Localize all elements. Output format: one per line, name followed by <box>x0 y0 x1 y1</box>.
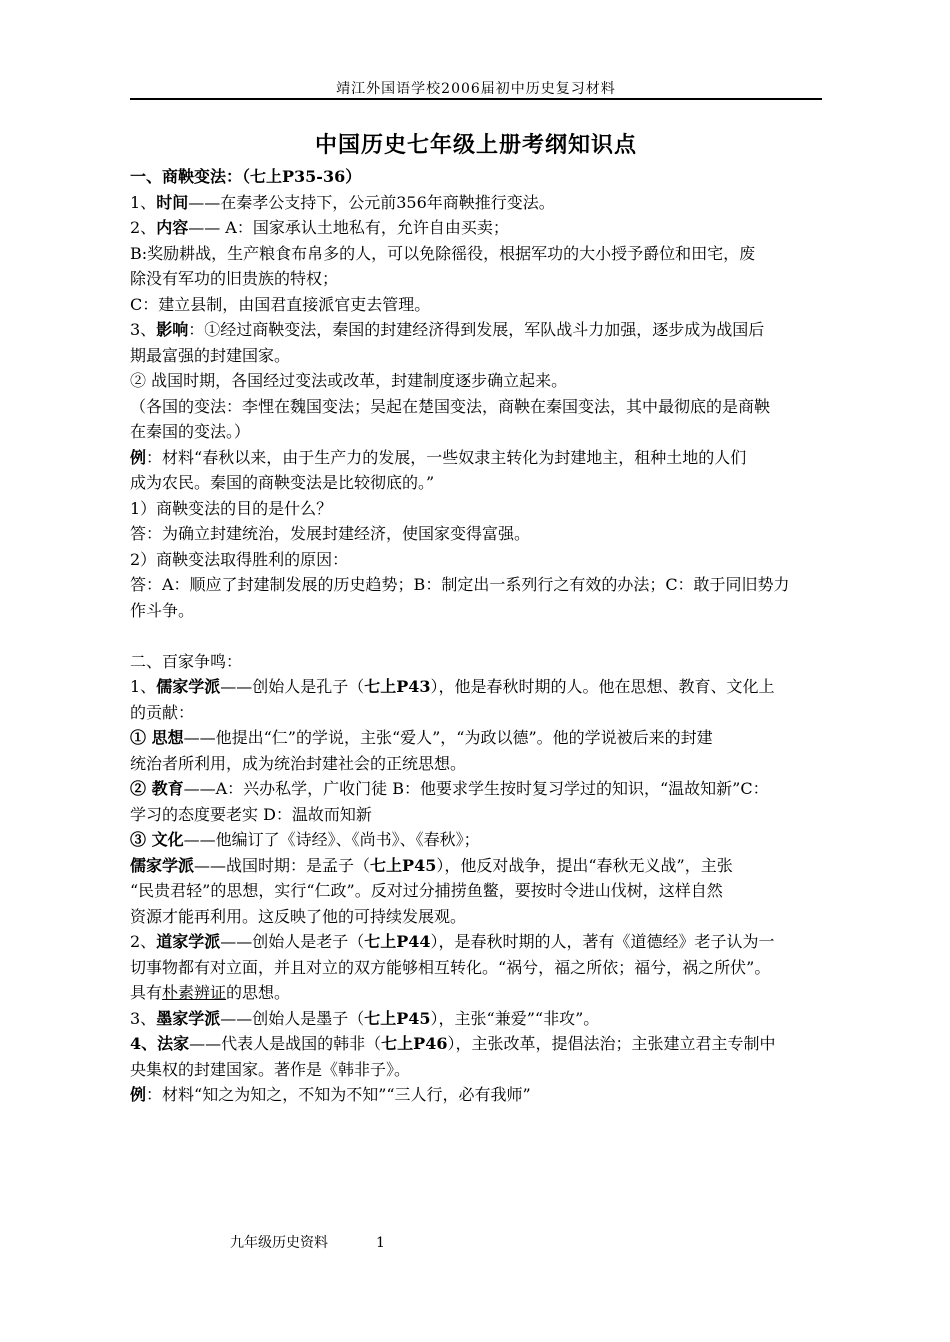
paragraph-line: 1）商鞅变法的目的是什么？ <box>130 498 333 518</box>
paragraph-line: 成为农民。秦国的商鞅变法是比较彻底的。” <box>130 473 435 492</box>
paragraph-line: 儒家学派——战国时期：是孟子（七上P45），他反对战争，提出“春秋无义战”，主张 <box>130 855 733 875</box>
paragraph-line: 统治者所利用，成为统治封建社会的正统思想。 <box>130 753 467 773</box>
paragraph-line: 具有朴素辨证的思想。 <box>130 983 291 1002</box>
page-footer <box>230 1232 433 1252</box>
paragraph-line: （各国的变法：李悝在魏国变法；吴起在楚国变法，商鞅在秦国变法，其中最彻底的是商鞅 <box>130 396 771 416</box>
paragraph-line: 2、道家学派——创始人是老子（七上P44），是春秋时期的人，著有《道德经》老子认为一 <box>130 932 775 951</box>
page-header: 靖江外国语学校2006届初中历史复习材料 <box>336 81 616 97</box>
paragraph-line: 例：材料“知之为知之，不知为不知”“三人行，必有我师” <box>130 1085 531 1104</box>
section-heading-shang-yang: 一、商鞅变法：（七上P35-36） <box>130 167 362 186</box>
paragraph-line: 答：A：顺应了封建制发展的历史趋势；B：制定出一系列行之有效的办法；C：敢于同旧势力 <box>130 575 790 594</box>
paragraph-line: 例：材料“春秋以来，由于生产力的发展，一些奴隶主转化为封建地主，租种土地的人们 <box>130 447 747 467</box>
document-body <box>130 164 822 1108</box>
paragraph-line: 切事物都有对立面，并且对立的双方能够相互转化。“祸兮，福之所依；福兮，祸之所伏”。 <box>130 957 771 977</box>
paragraph-line: 的贡献： <box>130 702 195 722</box>
paragraph-line: 除没有军功的旧贵族的特权； <box>130 269 339 288</box>
section-heading-hundred-schools: 二、百家争鸣： <box>130 651 243 671</box>
paragraph-line: 在秦国的变法。） <box>130 422 251 441</box>
paragraph-line: 2、内容—— A：国家承认土地私有，允许自由买卖； <box>130 218 509 237</box>
paragraph-line: 1、儒家学派——创始人是孔子（七上P43），他是春秋时期的人。他在思想、教育、文化上 <box>130 677 775 696</box>
paragraph-line: 1、时间——在秦孝公支持下，公元前356年商鞅推行变法。 <box>130 192 555 212</box>
paragraph-line: 2）商鞅变法取得胜利的原因： <box>130 549 349 569</box>
paragraph-line: 央集权的封建国家。著作是《韩非子》。 <box>130 1059 411 1079</box>
paragraph-line: 期最富强的封建国家。 <box>130 345 291 365</box>
document-title: 中国历史七年级上册考纲知识点 <box>314 132 637 158</box>
page-number: 1 <box>376 1235 385 1251</box>
footer-label: 九年级历史资料 <box>230 1235 328 1251</box>
header-rule <box>130 98 822 100</box>
paragraph-line: 学习的态度要老实 D：温故而知新 <box>130 804 372 824</box>
paragraph-line: 作斗争。 <box>130 600 195 620</box>
paragraph-line: 4、法家——代表人是战国的韩非（七上P46），主张改革，提倡法治；主张建立君主专制中 <box>130 1034 776 1053</box>
blank-line <box>130 623 822 649</box>
paragraph-line: B:奖励耕战，生产粮食布帛多的人，可以免除徭役，根据军功的大小授予爵位和田宅，废 <box>130 243 756 263</box>
paragraph-line: C：建立县制，由国君直接派官吏去管理。 <box>130 294 431 314</box>
paragraph-line: 答：为确立封建统治，发展封建经济，使国家变得富强。 <box>130 524 531 543</box>
paragraph-line: ② 教育——A：兴办私学，广收门徒 B：他要求学生按时复习学过的知识，“温故知新”C： <box>130 779 769 798</box>
paragraph-line: “民贵君轻”的思想，实行“仁政”。反对过分捕捞鱼鳖，要按时令进山伐树，这样自然 <box>130 881 723 900</box>
paragraph-line: ① 思想——他提出“仁”的学说，主张“爱人”，“为政以德”。他的学说被后来的封建 <box>130 728 713 747</box>
paragraph-line: ② 战国时期，各国经过变法或改革，封建制度逐步确立起来。 <box>130 371 568 390</box>
paragraph-line: 资源才能再利用。这反映了他的可持续发展观。 <box>130 906 467 926</box>
paragraph-line: 3、影响：①经过商鞅变法，秦国的封建经济得到发展，军队战斗力加强，逐步成为战国后 <box>130 320 765 339</box>
paragraph-line: 3、墨家学派——创始人是墨子（七上P45），主张“兼爱”“非攻”。 <box>130 1008 600 1028</box>
paragraph-line: ③ 文化——他编订了《诗经》、《尚书》、《春秋》； <box>130 830 480 849</box>
